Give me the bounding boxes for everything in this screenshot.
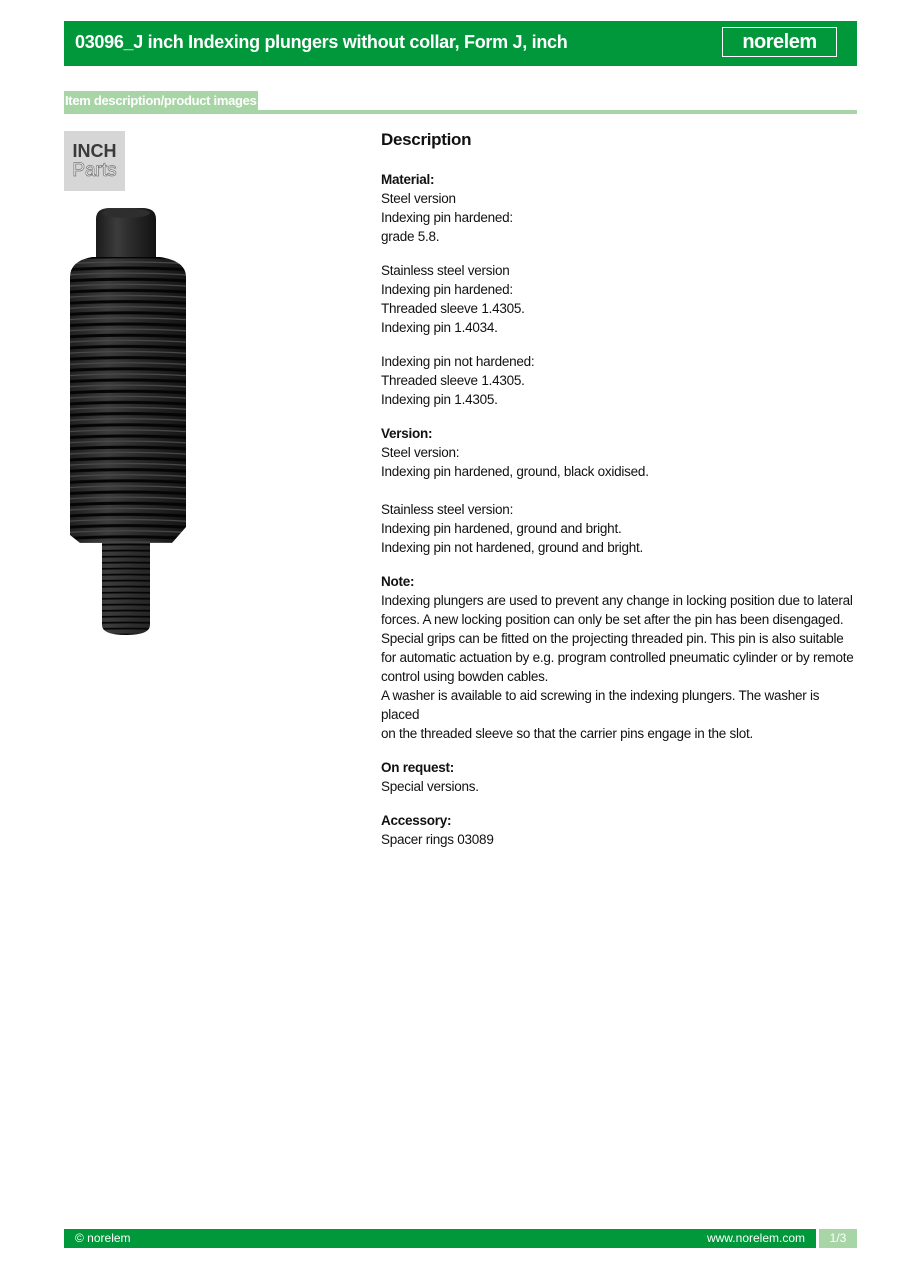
stainless-block [381, 261, 857, 337]
footer-copyright: © norelem [75, 1231, 131, 1245]
page-title: 03096_J inch Indexing plungers without collar, Form J, inch [75, 32, 568, 52]
text-line: Steel version: [381, 445, 460, 460]
section-divider [64, 110, 857, 114]
text-line: Threaded sleeve 1.4305. [381, 373, 525, 388]
on-request-label: On request: [381, 760, 455, 775]
accessory-link: Spacer rings 03089 [381, 832, 494, 847]
text-line: Indexing pin hardened: [381, 210, 513, 225]
spacer [381, 481, 857, 500]
text-line: Indexing pin hardened, ground, black oxidised. [381, 464, 649, 479]
footer-bar [64, 1229, 816, 1248]
version-block [381, 424, 857, 557]
text-line: forces. A new locking position can only be set after the pin has been disengaged. [381, 612, 844, 627]
footer-website-link[interactable]: www.norelem.com [706, 1231, 805, 1245]
text-line: Special grips can be fitted on the projecting threaded pin. This pin is also suitable [381, 631, 844, 646]
description-heading: Description [381, 130, 472, 149]
text-line: Indexing plungers are used to prevent any change in locking position due to lateral [381, 593, 853, 608]
text-line: Indexing pin not hardened: [381, 354, 535, 369]
text-line: Threaded sleeve 1.4305. [381, 301, 525, 316]
description-section [381, 128, 857, 864]
badge-line-2: Parts [72, 160, 117, 181]
text-line: for automatic actuation by e.g. program controlled pneumatic cylinder or by remote [381, 650, 854, 665]
indexing-plunger-image [62, 205, 192, 640]
text-line: Indexing pin hardened, ground and bright. [381, 521, 622, 536]
section-tab: Item description/product images [65, 93, 257, 108]
on-request-block [381, 758, 857, 796]
badge-line-1: INCH [72, 141, 117, 161]
text-line: Stainless steel version: [381, 502, 514, 517]
material-label: Material: [381, 172, 435, 187]
page-number: 1/3 [819, 1229, 857, 1248]
text-line: Indexing pin 1.4034. [381, 320, 498, 335]
text-line: Steel version [381, 191, 456, 206]
inch-parts-badge [64, 131, 125, 191]
text-line: Stainless steel version [381, 263, 510, 278]
note-label: Note: [381, 574, 415, 589]
material-block [381, 170, 857, 246]
header-bar [64, 21, 857, 66]
text-line: Indexing pin 1.4305. [381, 392, 498, 407]
accessory-block [381, 811, 857, 849]
logo-text: norelem [742, 31, 817, 53]
norelem-logo [722, 27, 837, 57]
text-line: on the threaded sleeve so that the carrier pins engage in the slot. [381, 726, 754, 741]
text-line: grade 5.8. [381, 229, 440, 244]
version-label: Version: [381, 426, 433, 441]
accessory-label: Accessory: [381, 813, 452, 828]
text-line: control using bowden cables. [381, 669, 549, 684]
text-line: Indexing pin not hardened, ground and bright. [381, 540, 643, 555]
text-line: Special versions. [381, 779, 479, 794]
text-line: Indexing pin hardened: [381, 282, 513, 297]
not-hardened-block [381, 352, 857, 409]
text-line: A washer is available to aid screwing in the indexing plungers. The washer is placed [381, 688, 820, 722]
note-block [381, 572, 857, 743]
